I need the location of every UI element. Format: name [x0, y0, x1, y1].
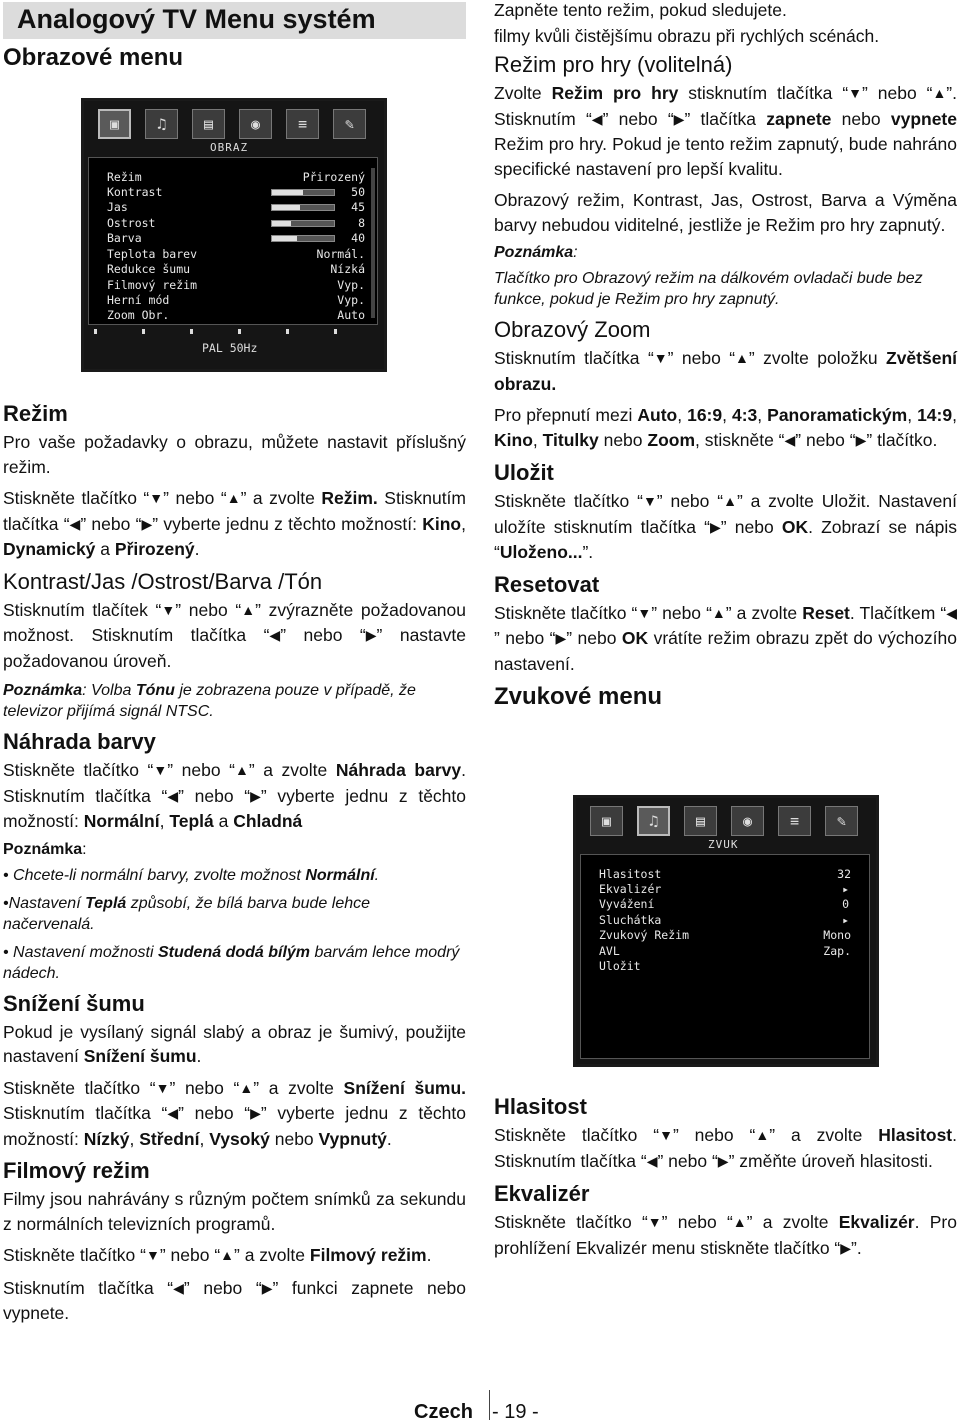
- scrollbar: [371, 168, 375, 318]
- hry-note: Tlačítko pro Obrazový režim na dálkovém ovladači bude bez funkce, pokud je Režim pro hry zapnutý.: [494, 270, 923, 308]
- signal-status: PAL 50Hz: [202, 341, 258, 355]
- sound-menu-screen: [573, 795, 879, 1067]
- settings-icon: ▤: [192, 109, 225, 139]
- dot-divider: [84, 329, 384, 335]
- menu-icon-bar: [590, 806, 858, 836]
- menu-row: Jas 45: [107, 200, 365, 214]
- heading-zvukove: Zvukové menu: [494, 683, 663, 710]
- heading-ulozit: Uložit: [494, 460, 554, 485]
- top-text-1: Zapněte tento režim, pokud sledujete.: [494, 0, 787, 20]
- heading-kontrast: Kontrast/Jas /Ostrost/Barva /Tón: [3, 568, 323, 594]
- menu-row: Redukce šumu Nízká: [107, 262, 365, 276]
- picture-icon: ▣: [590, 806, 623, 836]
- heading-ekvalizer: Ekvalizér: [494, 1181, 590, 1206]
- bullet-2: •Nastavení Teplá způsobí, že bílá barva bude lehce načervenalá.: [3, 894, 371, 933]
- heading-hry: Režim pro hry (volitelná): [494, 52, 733, 77]
- menu-row: Ostrost 8: [107, 216, 365, 230]
- page-number: - 19 -: [492, 1401, 539, 1423]
- source-icon: ✎: [825, 806, 858, 836]
- install-icon: ◉: [731, 806, 764, 836]
- program-table-icon: ≡: [778, 806, 811, 836]
- column-divider: [489, 1390, 490, 1420]
- menu-row: AVL Zap.: [599, 944, 851, 958]
- menu-row: Ekvalizér ▸: [599, 882, 849, 896]
- page-title: Analogový TV Menu systém: [3, 2, 466, 39]
- source-icon: ✎: [333, 109, 366, 139]
- rezim-text-2: Stiskněte tlačítko “▼” nebo “▲” a zvolte Režim. Stisknutím tlačítka “◀” nebo “▶” vyberte jednu z těchto možností: Kino, Dynamický a Přirozený.: [3, 488, 466, 559]
- menu-row: Barva 40: [107, 231, 365, 245]
- sound-icon: ♫: [637, 806, 670, 836]
- filmovy-text-1: Filmy jsou nahrávány s různým počtem snímků za sekundu z normálních televizních programů.: [3, 1189, 466, 1234]
- picture-menu-screen: [81, 98, 387, 372]
- top-text-2: filmy kvůli čistějšímu obrazu při rychlých scénách.: [494, 26, 880, 46]
- menu-panel: [580, 854, 870, 1059]
- install-icon: ◉: [239, 109, 272, 139]
- heading-nahrada: Náhrada barvy: [3, 729, 156, 754]
- nahrada-text: Stiskněte tlačítko “▼” nebo “▲” a zvolte Náhrada barvy. Stisknutím tlačítka “◀” nebo “▶” vyberte jednu z těchto možností: Normální, Teplá a Chladná: [3, 760, 467, 831]
- ekvalizer-text: Stiskněte tlačítko “▼” nebo “▲” a zvolte Ekvalizér. Pro prohlížení Ekvalizér menu stiskněte tlačítko “▶”.: [494, 1212, 957, 1258]
- menu-row: Režim Přirozený: [107, 170, 365, 184]
- menu-row: Filmový režim Vyp.: [107, 278, 365, 292]
- hry-text-2: Obrazový režim, Kontrast, Jas, Ostrost, Barva a Výměna barvy nebudou viditelné, jestliže je Režim pro hry zapnutý.: [494, 190, 957, 235]
- slider-bar: [271, 204, 335, 211]
- footer-language: Czech: [414, 1401, 473, 1423]
- heading-hlasitost: Hlasitost: [494, 1094, 587, 1119]
- settings-icon: ▤: [684, 806, 717, 836]
- ulozit-text: Stiskněte tlačítko “▼” nebo “▲” a zvolte Uložit. Nastavení uložíte stisknutím tlačítka “▶” nebo OK. Zobrazí se nápis “Uloženo...”.: [494, 491, 957, 562]
- filmovy-text-3: Stisknutím tlačítka “◀” nebo “▶” funkci zapnete nebo vypnete.: [3, 1277, 466, 1323]
- zoom-text-2: Pro přepnutí mezi Auto, 16:9, 4:3, Panoramatickým, 14:9, Kino, Titulky nebo Zoom, stiskněte “◀” nebo “▶” tlačítko.: [494, 405, 957, 450]
- slider-bar: [271, 235, 335, 242]
- zoom-text-1: Stisknutím tlačítka “▼” nebo “▲” zvolte položku Zvětšení obrazu.: [494, 348, 957, 394]
- bullet-1: • Chcete-li normální barvy, zvolte možnost Normální.: [3, 866, 380, 884]
- slider-bar: [271, 220, 335, 227]
- menu-panel: [88, 157, 378, 325]
- heading-resetovat: Resetovat: [494, 571, 600, 597]
- menu-icon-bar: [98, 109, 366, 139]
- sound-icon: ♫: [145, 109, 178, 139]
- program-table-icon: ≡: [286, 109, 319, 139]
- menu-row: Zoom Obr. Auto: [107, 308, 365, 322]
- heading-rezim: Režim: [3, 401, 68, 426]
- heading-filmovy: Filmový režim: [3, 1158, 150, 1183]
- menu-row: Sluchátka ▸: [599, 913, 849, 927]
- menu-row: Herní mód Vyp.: [107, 293, 365, 307]
- filmovy-text-2: Stiskněte tlačítko “▼” nebo “▲” a zvolte Filmový režim.: [3, 1245, 432, 1265]
- kontrast-text: Stisknutím tlačítek “▼” nebo “▲” zvýrazněte požadovanou možnost. Stisknutím tlačítka “◀” nebo “▶” nastavte požadovanou úroveň.: [3, 599, 466, 671]
- menu-row: Hlasitost 32: [599, 867, 851, 881]
- rezim-text-1: Pro vaše požadavky o obrazu, můžete nastavit příslušný režim.: [3, 432, 466, 477]
- hlasitost-text: Stiskněte tlačítko “▼” nebo “▲” a zvolte Hlasitost. Stisknutím tlačítka “◀” nebo “▶” změňte úroveň hlasitosti.: [494, 1125, 957, 1171]
- bullet-3: • Nastavení možnosti Studená dodá bílým barvám lehce modrý nádech.: [3, 943, 460, 982]
- menu-row: Teplota barev Normál.: [107, 247, 365, 261]
- heading-snizeni: Snížení šumu: [3, 990, 145, 1016]
- snizeni-text-2: Stiskněte tlačítko “▼” nebo “▲” a zvolte Snížení šumu. Stisknutím tlačítka “◀” nebo “▶” vyberte jednu z těchto možností: Nízký, Střední, Vysoký nebo Vypnutý.: [3, 1077, 467, 1149]
- slider-bar: [271, 189, 335, 196]
- section-title: Obrazové menu: [3, 44, 184, 71]
- menu-row: Uložit: [599, 959, 641, 973]
- snizeni-text-1: Pokud je vysílaný signál slabý a obraz je šumivý, použijte nastavení Snížení šumu.: [3, 1021, 466, 1066]
- menu-row: Vyvážení 0: [599, 897, 849, 911]
- heading-zoom: Obrazový Zoom: [494, 317, 651, 342]
- picture-icon: ▣: [98, 109, 131, 139]
- nahrada-note-heading: Poznámka:: [3, 840, 87, 858]
- menu-title: OBRAZ: [210, 141, 249, 154]
- menu-row: Kontrast 50: [107, 185, 365, 199]
- menu-row: Zvukový Režim Mono: [599, 928, 851, 942]
- hry-text-1: Zvolte Režim pro hry stisknutím tlačítka “▼” nebo “▲”. Stisknutím “◀” nebo “▶” tlačítka zapnete nebo vypnete Režim pro hry. Pokud je tento režim zapnutý, bude nahráno specifické nastavení pro lepší kvalitu.: [494, 83, 957, 179]
- menu-title: ZVUK: [708, 838, 739, 851]
- tonu-note: Poznámka: Volba Tónu je zobrazena pouze v případě, že televizor přijímá signál NTSC.: [3, 682, 416, 720]
- hry-note-heading: Poznámka:: [494, 244, 578, 261]
- resetovat-text: Stiskněte tlačítko “▼” nebo “▲” a zvolte Reset. Tlačítkem “◀” nebo “▶” nebo OK vrátíte režim obrazu zpět do výchozího nastavení.: [494, 602, 958, 674]
